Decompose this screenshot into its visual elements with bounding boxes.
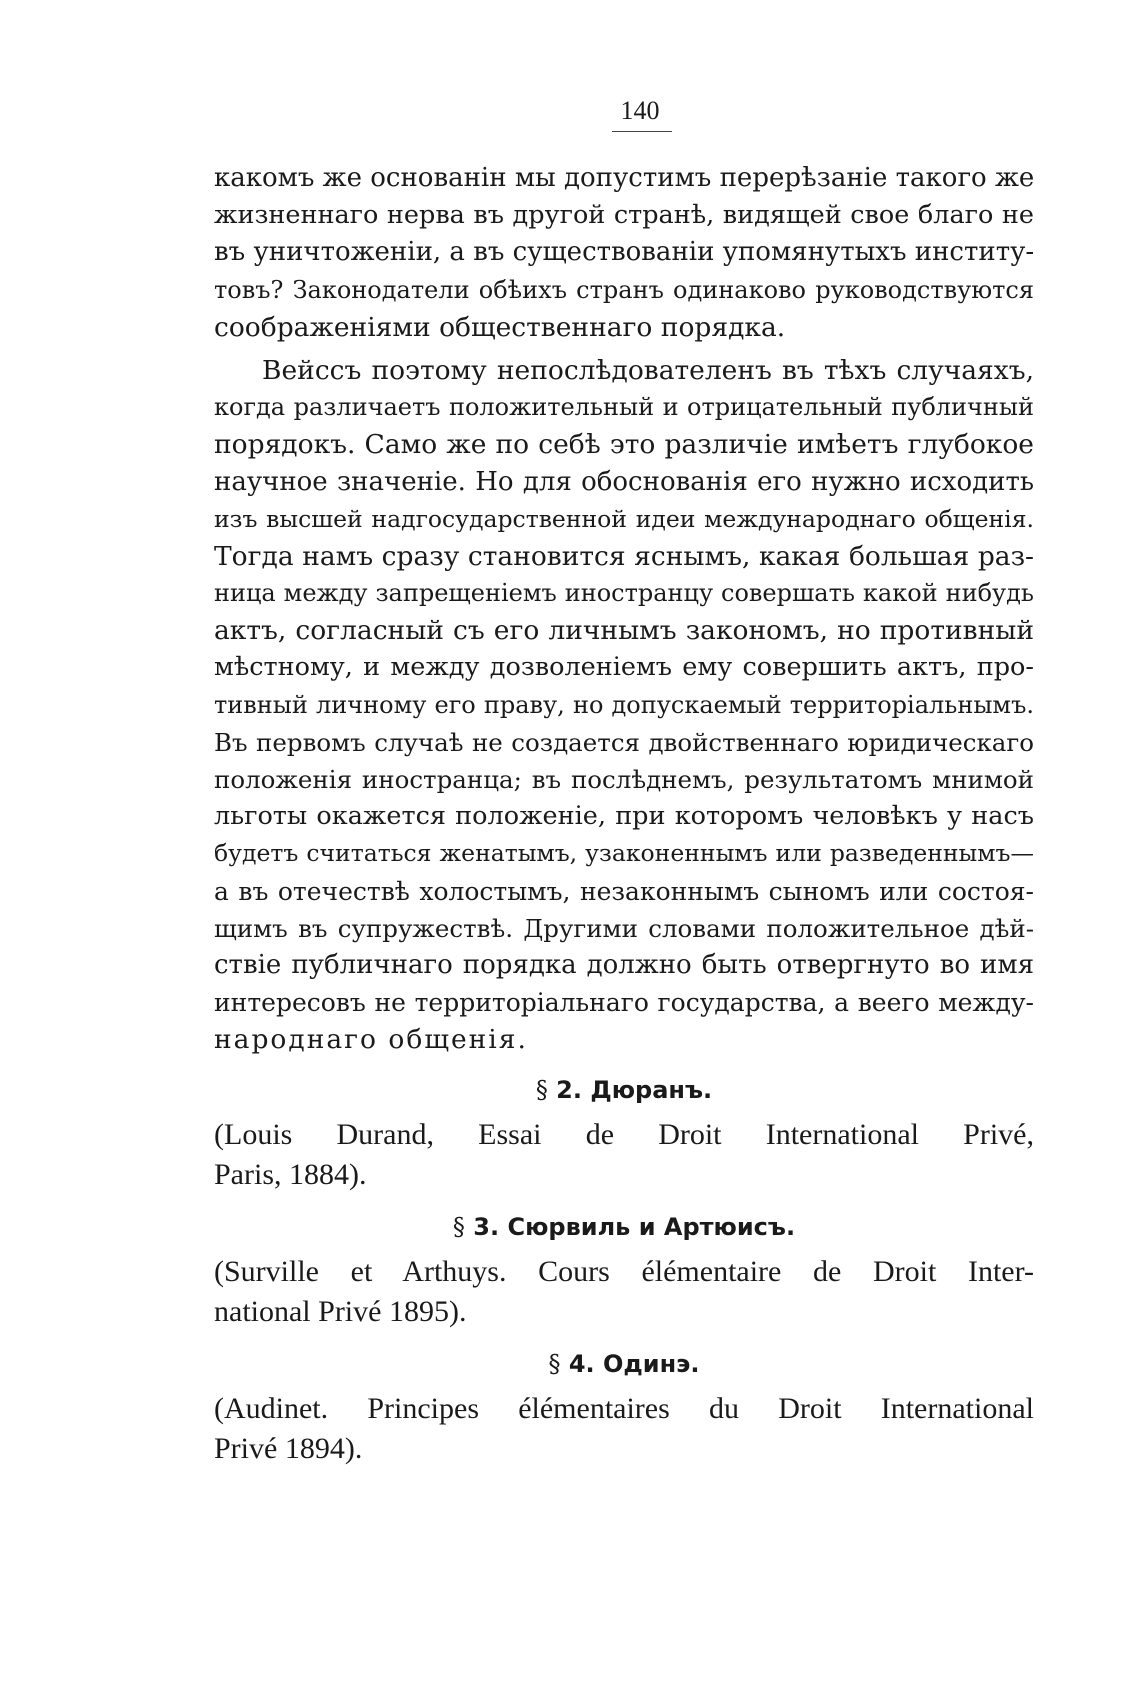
text-line: интересовъ не территоріальнаго государства, а веего между- (214, 988, 1034, 1018)
text-line: Тогда намъ сразу становится яснымъ, какая большая раз- (214, 540, 1034, 572)
text-line: научное значеніе. Но для обоснованія его нужно исходить (214, 466, 1034, 497)
section-symbol: § (452, 1213, 465, 1241)
citation-line: Privé 1894). (214, 1432, 363, 1465)
citation (214, 1389, 1034, 1469)
citation-line: (Surville et Arthuys. Cours élémentaire de Droit Inter- (214, 1255, 1034, 1288)
citation (214, 1115, 1034, 1195)
section-heading (214, 1075, 1034, 1105)
section-3 (214, 1212, 1034, 1332)
text-line: ствіе публичнаго порядка должно быть отвергнуто во имя (214, 949, 1034, 980)
text-line: въ уничтоженіи, а въ существованіи упомянутыхъ институ- (214, 237, 1035, 268)
section-4 (214, 1349, 1034, 1469)
main-text (214, 160, 1034, 1059)
text-line: будетъ считаться женатымъ, узаконеннымъ или разведеннымъ— (214, 839, 1034, 868)
section-title: 4. Одинэ. (568, 1350, 700, 1378)
section-title: 3. Сюрвиль и Артюисъ. (473, 1213, 796, 1241)
section-symbol: § (535, 1076, 548, 1104)
text-line: актъ, согласный съ его личнымъ закономъ, но противный (214, 615, 1034, 647)
text-line: тивный личному его праву, но допускаемый территоріальнымъ. (214, 690, 1034, 719)
paragraph-2 (214, 352, 1034, 1059)
page-number: 140 (620, 96, 660, 125)
section-2 (214, 1075, 1034, 1195)
text-line: щимъ въ супружествѣ. Другими словами положительное дѣй- (214, 913, 1034, 943)
citation-line: Paris, 1884). (214, 1158, 367, 1191)
text-line: положенія иностранца; въ послѣднемъ, результатомъ мнимой (214, 765, 1034, 794)
text-line: ница между запрещеніемъ иностранцу совершать какой нибудь (214, 579, 1034, 608)
text-line: льготы окажется положеніе, при которомъ человѣкъ у насъ (214, 801, 1034, 832)
citation (214, 1252, 1034, 1332)
text-line: а въ отечествѣ холостымъ, незаконнымъ сыномъ или состоя- (214, 876, 1034, 906)
citation-line: national Privé 1895). (214, 1295, 467, 1328)
citation-line: (Louis Durand, Essai de Droit International Privé, (214, 1118, 1034, 1151)
page-number-rule (612, 131, 672, 132)
section-heading (214, 1349, 1034, 1379)
text-line: Въ первомъ случаѣ не создается двойственнаго юридическаго (214, 727, 1034, 757)
text-line: соображеніями общественнаго порядка. (214, 311, 786, 343)
citation-line: (Audinet. Principes élémentaires du Droit International (214, 1392, 1034, 1425)
section-symbol: § (548, 1350, 561, 1378)
paragraph-1 (214, 160, 1034, 346)
text-line: когда различаетъ положительный и отрицательный публичный (214, 393, 1034, 422)
text-line: порядокъ. Само же по себѣ это различіе имѣетъ глубокое (214, 429, 1034, 461)
text-line: мѣстному, и между дозволеніемъ ему совершить актъ, про- (214, 652, 1034, 683)
text-line: товъ? Законодатели обѣихъ странъ одинаково руководствуются (214, 275, 1034, 304)
section-title: 2. Дюранъ. (556, 1076, 713, 1104)
text-line: жизненнаго нерва въ другой странѣ, видящей свое благо не (214, 200, 1034, 231)
text-line: Вейссъ поэтому непослѣдователенъ въ тѣхъ случаяхъ, (262, 354, 1034, 386)
text-line: какомъ же основанін мы допустимъ перерѣзаніе такого же (214, 163, 1035, 193)
text-line: изъ высшей надгосударственной идеи международнаго общенія. (214, 504, 1034, 533)
text-line: народнаго общенія. (214, 1024, 528, 1056)
section-heading (214, 1212, 1034, 1242)
